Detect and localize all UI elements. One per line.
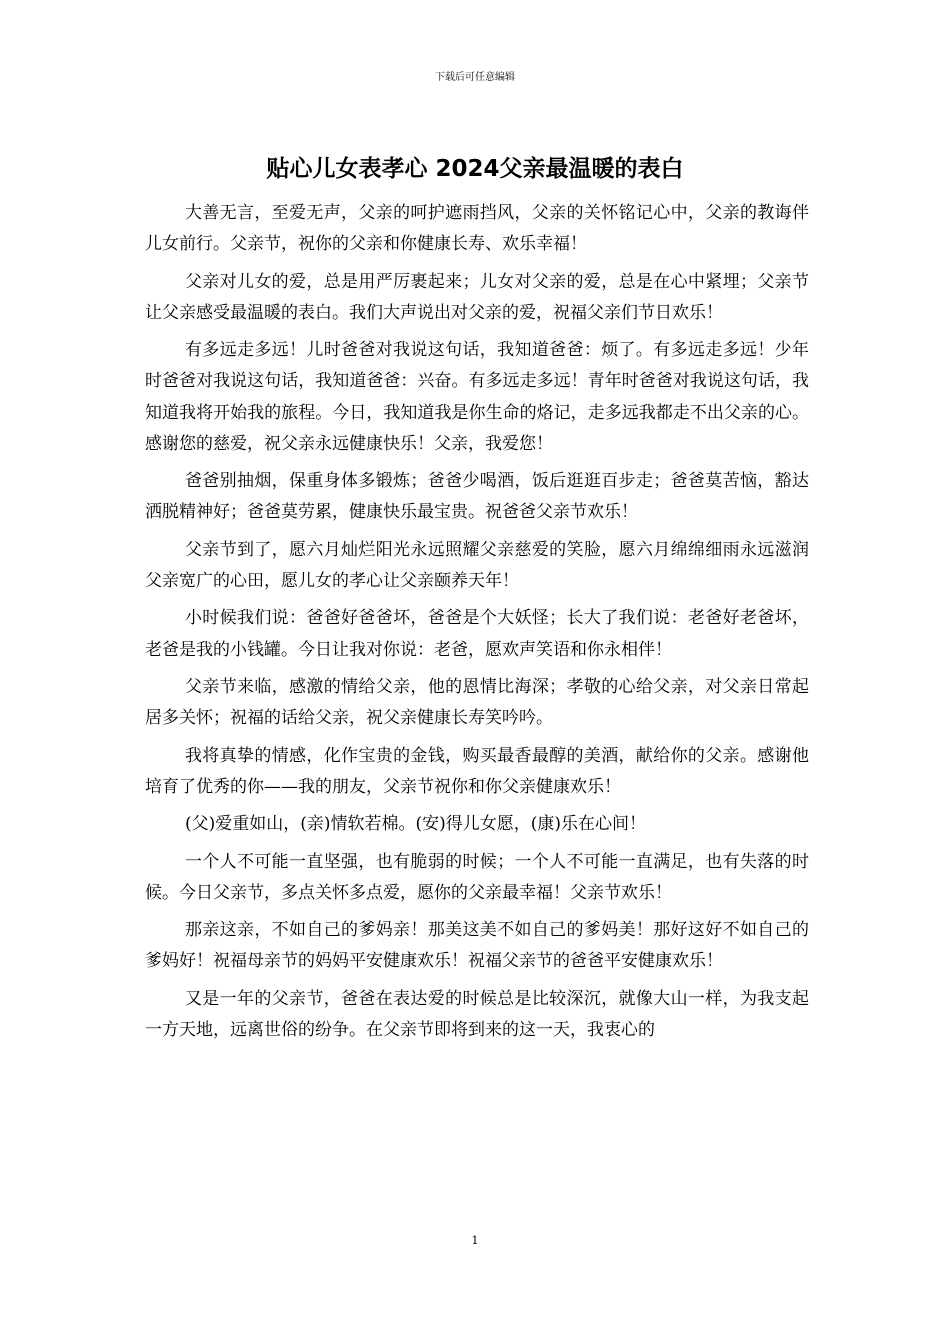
paragraph: 父亲节到了，愿六月灿烂阳光永远照耀父亲慈爱的笑脸，愿六月绵绵细雨永远滋润父亲宽广的心田，愿儿女的孝心让父亲颐养天年！ — [145, 539, 809, 591]
paragraph: 大善无言，至爱无声，父亲的呵护遮雨挡风，父亲的关怀铭记心中，父亲的教诲伴儿女前行。父亲节，祝你的父亲和你健康长寿、欢乐幸福！ — [145, 203, 809, 255]
paragraph: 父亲对儿女的爱，总是用严厉裹起来；儿女对父亲的爱，总是在心中紧埋；父亲节让父亲感受最温暖的表白。我们大声说出对父亲的爱，祝福父亲们节日欢乐！ — [145, 271, 809, 323]
paragraph: 爸爸别抽烟，保重身体多锻炼；爸爸少喝酒，饭后逛逛百步走；爸爸莫苦恼，豁达洒脱精神好；爸爸莫劳累，健康快乐最宝贵。祝爸爸父亲节欢乐！ — [145, 471, 809, 523]
document-body — [145, 198, 809, 1052]
paragraph: 小时候我们说：爸爸好爸爸坏，爸爸是个大妖怪；长大了我们说：老爸好老爸坏，老爸是我的小钱罐。今日让我对你说：老爸，愿欢声笑语和你永相伴！ — [145, 608, 809, 660]
header-note: 下载后可任意编辑 — [435, 72, 515, 83]
paragraph: 又是一年的父亲节，爸爸在表达爱的时候总是比较深沉，就像大山一样，为我支起一方天地，远离世俗的纷争。在父亲节即将到来的这一天，我衷心的 — [145, 988, 809, 1040]
paragraph: 父亲节来临，感激的情给父亲，他的恩情比海深；孝敬的心给父亲，对父亲日常起居多关怀；祝福的话给父亲，祝父亲健康长寿笑吟吟。 — [145, 676, 809, 729]
page-number: 1 — [471, 1234, 479, 1247]
paragraph: 有多远走多远！儿时爸爸对我说这句话，我知道爸爸：烦了。有多远走多远！少年时爸爸对我说这句话，我知道爸爸：兴奋。有多远走多远！青年时爸爸对我说这句话，我知道我将开始我的旅程。今日，我知道我是你生命的烙记，走多远我都走不出父亲的心。感谢您的慈爱，祝父亲永远健康快乐！父亲，我爱您！ — [145, 340, 809, 454]
paragraph: (父)爱重如山，(亲)情软若棉。(安)得儿女愿，(康)乐在心间！ — [184, 814, 646, 835]
paragraph: 那亲这亲，不如自己的爹妈亲！那美这美不如自己的爹妈美！那好这好不如自己的爹妈好！祝福母亲节的妈妈平安健康欢乐！祝福父亲节的爸爸平安健康欢乐！ — [145, 920, 809, 972]
paragraph: 一个人不可能一直坚强，也有脆弱的时候；一个人不可能一直满足，也有失落的时候。今日父亲节，多点关怀多点爱，愿你的父亲最幸福！父亲节欢乐！ — [145, 851, 809, 903]
paragraph: 我将真挚的情感，化作宝贵的金钱，购买最香最醇的美酒，献给你的父亲。感谢他培育了优秀的你——我的朋友，父亲节祝你和你父亲健康欢乐！ — [145, 745, 809, 797]
document-title: 贴心儿女表孝心 2024父亲最温暖的表白 — [266, 156, 684, 182]
